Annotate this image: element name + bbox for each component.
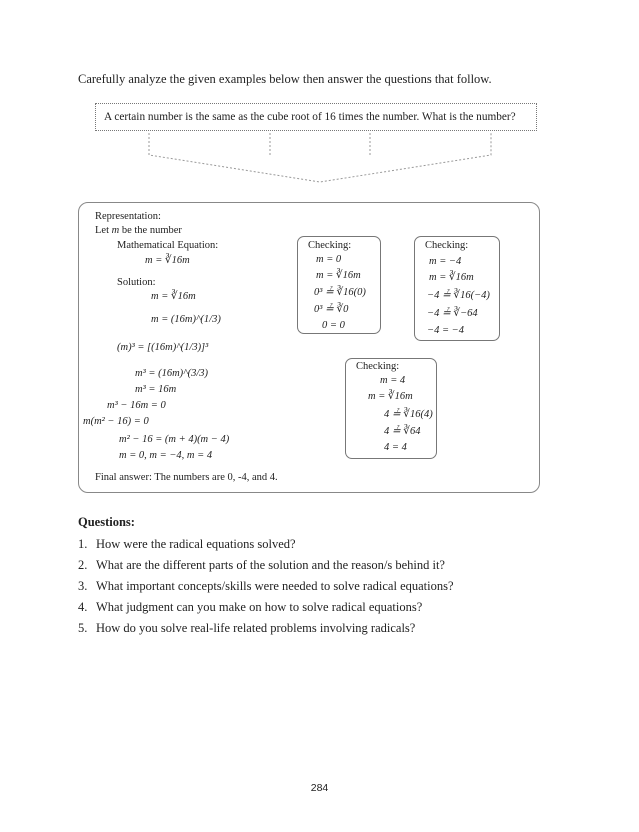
instructions-text: Carefully analyze the given examples below then answer the questions that follow. bbox=[78, 72, 492, 86]
checking-line: m = ∛16m bbox=[429, 272, 474, 283]
checking-label: Checking: bbox=[356, 361, 400, 372]
final-answer: Final answer: The numbers are 0, -4, and 4. bbox=[95, 472, 278, 483]
question-item: 2. What are the different parts of the solution and the reason/s behind it? bbox=[78, 558, 445, 572]
checking-box-four bbox=[345, 358, 437, 459]
down-arrow-icon bbox=[0, 0, 639, 200]
checking-line: m = 0 bbox=[316, 254, 342, 265]
checking-line: m = ∛16m bbox=[368, 391, 413, 402]
checking-line: −4 = −4 bbox=[427, 325, 465, 336]
math-equation-label: Mathematical Equation: bbox=[117, 240, 219, 251]
checking-line: 0³ ≟ ∛0 bbox=[314, 304, 349, 315]
checking-line: 0 = 0 bbox=[322, 320, 345, 331]
solution-step: m = 0, m = −4, m = 4 bbox=[119, 450, 213, 461]
solution-step: m² − 16 = (m + 4)(m − 4) bbox=[119, 434, 230, 445]
solution-step: m³ − 16m = 0 bbox=[107, 400, 166, 411]
questions-heading: Questions: bbox=[78, 515, 135, 529]
question-item: 5. How do you solve real-life related problems involving radicals? bbox=[78, 621, 416, 635]
page-number: 284 bbox=[310, 782, 329, 794]
solution-step: m = (16m)^(1/3) bbox=[151, 314, 221, 325]
question-item: 1. How were the radical equations solved? bbox=[78, 537, 296, 551]
solution-step: m = ∛16m bbox=[151, 291, 196, 302]
checking-label: Checking: bbox=[308, 240, 352, 251]
checking-line: 4 ≟ ∛64 bbox=[384, 426, 421, 437]
checking-line: m = ∛16m bbox=[316, 270, 361, 281]
checking-label: Checking: bbox=[425, 240, 469, 251]
checking-line: 4 = 4 bbox=[384, 442, 407, 453]
solution-step: (m)³ = [(16m)^(1/3)]³ bbox=[117, 342, 209, 353]
let-statement: Let m be the number bbox=[95, 225, 182, 236]
question-item: 4. What judgment can you make on how to solve radical equations? bbox=[78, 600, 423, 614]
question-item: 3. What important concepts/skills were needed to solve radical equations? bbox=[78, 579, 454, 593]
checking-line: m = 4 bbox=[380, 375, 406, 386]
checking-box-zero bbox=[297, 236, 381, 334]
checking-line: 4 ≟ ∛16(4) bbox=[384, 409, 433, 420]
checking-box-negative-four bbox=[414, 236, 500, 341]
problem-statement: A certain number is the same as the cube root of 16 times the number. What is the number? bbox=[104, 111, 516, 123]
solution-label: Solution: bbox=[117, 277, 156, 288]
checking-line: −4 ≟ ∛−64 bbox=[427, 308, 478, 319]
checking-line: 0³ ≟ ∛16(0) bbox=[314, 287, 366, 298]
solution-step: m³ = 16m bbox=[135, 384, 177, 395]
representation-label: Representation: bbox=[95, 211, 161, 222]
math-equation: m = ∛16m bbox=[145, 255, 190, 266]
solution-step: m(m² − 16) = 0 bbox=[83, 416, 149, 427]
checking-line: m = −4 bbox=[429, 256, 462, 267]
checking-line: −4 ≟ ∛16(−4) bbox=[427, 290, 490, 301]
solution-step: m³ = (16m)^(3/3) bbox=[135, 368, 208, 379]
